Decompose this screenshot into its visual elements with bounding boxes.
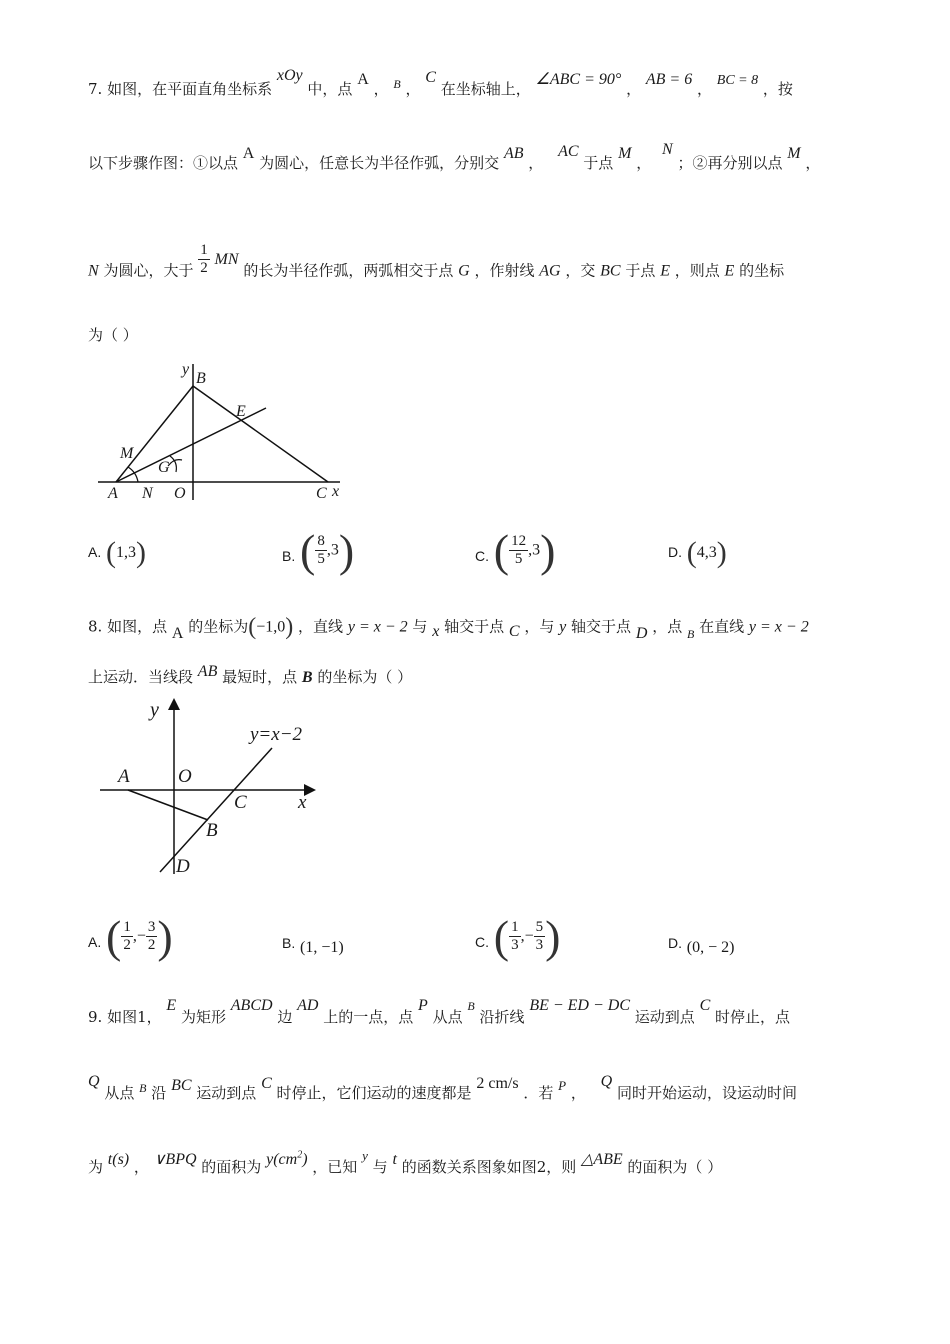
q9-text: 沿折线	[479, 1008, 525, 1026]
q9-text: 9. 如图1，	[88, 1008, 162, 1026]
q9-y-close: )	[302, 1151, 308, 1168]
label-e: E	[236, 403, 246, 420]
q8-y: y	[559, 618, 567, 636]
q8-coord-a: −1,0	[256, 618, 286, 636]
q9-point-q: Q	[600, 1073, 613, 1090]
label-o: O	[174, 485, 186, 502]
option-value: ,3	[326, 541, 339, 559]
arc-g-1	[170, 456, 176, 472]
label-y: y	[182, 361, 190, 378]
option-label: D.	[668, 544, 682, 560]
line-y-x-2	[160, 748, 272, 872]
q7-text: 在坐标轴上，	[440, 80, 531, 98]
q7-text: 为圆心，任意长为半径作弧，分别交	[259, 154, 500, 172]
label-g: G	[158, 459, 170, 476]
q7-frac-den: 2	[200, 260, 208, 276]
frac-num: 5	[535, 919, 544, 935]
q9-text: 同时开始运动，设运动时间	[617, 1084, 798, 1102]
q9-point-b: B	[139, 1081, 147, 1095]
q9-text: 上的一点，点	[323, 1008, 414, 1026]
q8-line-2	[88, 663, 413, 687]
q8-point-a: A	[171, 624, 184, 642]
segment-ab	[116, 386, 193, 482]
q7-text: ，	[805, 154, 821, 172]
q9-text: 从点	[104, 1084, 135, 1102]
paren-open: (	[686, 536, 697, 569]
q9-point-c: C	[261, 1075, 272, 1092]
q7-line-2	[88, 141, 821, 173]
frac-num: 8	[317, 533, 325, 549]
q8-text: 上运动．当线段	[88, 668, 194, 686]
q9-text: 时停止，点	[715, 1008, 791, 1026]
label-x: x	[332, 483, 340, 500]
q8-line-1	[88, 614, 809, 641]
frac-den: 5	[317, 551, 325, 567]
option-sep: ,−	[520, 927, 534, 945]
q8-option-b[interactable]	[282, 934, 344, 956]
paren-close: )	[716, 536, 727, 569]
q9-text: 从点	[432, 1008, 463, 1026]
label-a: A	[108, 485, 118, 502]
option-label: D.	[668, 935, 682, 951]
q7-xoy: xOy	[276, 67, 303, 84]
q7-angle: ∠ABC = 90°	[535, 71, 622, 88]
q8-option-a[interactable]	[88, 910, 173, 963]
q7-bc: BC = 8	[716, 73, 759, 88]
q8-figure	[98, 696, 328, 882]
q7-text: 的长为半径作弧，两弧相交于点	[243, 261, 454, 280]
q7-point-e: E	[660, 262, 670, 280]
q7-text: ，交	[565, 261, 596, 280]
q7-mn: MN	[214, 250, 239, 268]
q9-exponent: 2	[297, 1149, 303, 1161]
q8-option-c[interactable]	[475, 910, 560, 963]
q7-point-m: M	[787, 145, 801, 162]
q8-text: 8. 如图，点	[88, 617, 168, 636]
label-m: M	[120, 445, 134, 462]
option-fraction	[146, 919, 158, 954]
q9-line-3	[88, 1148, 723, 1177]
q8-text: ，点	[652, 617, 683, 636]
q8-text: 在直线	[699, 617, 745, 636]
q9-text: ．若	[523, 1084, 554, 1102]
q7-text: ；②再分别以点	[677, 154, 783, 172]
q9-point-c: C	[699, 997, 711, 1014]
q8-point-b: B	[301, 669, 313, 686]
q8-point-d: D	[635, 624, 648, 642]
option-sep: ,−	[132, 927, 146, 945]
q9-line-2	[88, 1073, 798, 1103]
q7-text: ，则点	[674, 261, 720, 280]
q9-text: 为矩形	[180, 1008, 226, 1026]
q7-option-b[interactable]	[282, 524, 354, 577]
option-fraction	[509, 533, 528, 568]
label-o: O	[178, 766, 192, 787]
q7-line-1	[88, 67, 793, 99]
paren-open: (	[106, 911, 122, 962]
q9-point-e: E	[166, 997, 177, 1014]
q7-text: 的坐标	[739, 261, 785, 280]
option-fraction	[121, 919, 133, 954]
option-label: B.	[282, 935, 296, 951]
label-c: C	[316, 485, 327, 502]
q7-text: ，	[528, 154, 544, 172]
q7-text: ，	[405, 80, 421, 98]
label-n: N	[142, 485, 153, 502]
paren-close: )	[136, 536, 147, 569]
q7-ab: AB = 6	[645, 71, 693, 88]
q8-text: 的坐标为	[188, 617, 249, 636]
option-value: 1,3	[116, 544, 137, 561]
paren-close: )	[157, 911, 173, 962]
paren-close: )	[545, 911, 561, 962]
q7-option-d[interactable]	[668, 536, 727, 570]
q8-point-c: C	[508, 622, 520, 640]
q7-ac: AC	[558, 143, 579, 160]
option-value: ,3	[528, 541, 541, 559]
arc-mn	[128, 467, 138, 482]
q9-t-var: t	[392, 1151, 397, 1168]
frac-den: 2	[123, 937, 131, 953]
option-fraction	[509, 919, 521, 954]
paren-close: )	[540, 525, 556, 576]
option-label: B.	[282, 547, 296, 564]
option-label: A.	[88, 544, 102, 560]
q9-abcd: ABCD	[230, 997, 273, 1014]
q9-y-unit: y(cm	[266, 1151, 298, 1168]
q7-point-e: E	[724, 262, 735, 280]
q9-speed: 2 cm/s	[476, 1075, 519, 1092]
q9-point-b: B	[467, 999, 475, 1013]
paren-close: )	[338, 525, 355, 576]
q9-text: 运动到点	[196, 1084, 257, 1102]
label-y: y	[150, 699, 159, 721]
q7-text: 中，点	[307, 80, 353, 98]
q9-text: 为	[88, 1158, 104, 1176]
q8-text: ，与	[524, 617, 555, 636]
q7-text: 于点	[625, 261, 656, 280]
q7-text: ，	[636, 154, 652, 172]
q8-option-d[interactable]	[668, 934, 735, 956]
q7-text: 于点	[583, 154, 614, 172]
q9-text: ，	[133, 1158, 149, 1176]
segment-ab	[128, 790, 208, 820]
option-value: (0, − 2)	[686, 939, 735, 956]
q9-triangle-bpq: ∨BPQ	[153, 1151, 197, 1168]
option-value: 4,3	[696, 544, 717, 561]
paren-close: )	[285, 614, 294, 640]
q8-text: ，直线	[298, 617, 344, 636]
label-c: C	[234, 792, 247, 813]
q7-text: ，	[626, 80, 642, 98]
label-b: B	[196, 370, 206, 387]
q7-option-a[interactable]	[88, 536, 146, 570]
q7-frac-num: 1	[200, 242, 208, 258]
q7-figure	[98, 358, 368, 506]
q7-text: ，	[373, 80, 389, 98]
q8-point-b: B	[686, 626, 695, 641]
label-b: B	[206, 820, 218, 841]
q9-ad: AD	[297, 997, 319, 1014]
q7-fraction-half	[198, 242, 210, 277]
paren-open: (	[248, 614, 257, 640]
option-label: A.	[88, 933, 102, 950]
q9-text: ，已知	[312, 1158, 358, 1176]
frac-num: 1	[511, 919, 519, 935]
option-value: (1, −1)	[300, 939, 344, 956]
q7-line-4: 为（ ）	[88, 326, 138, 344]
q7-text: 7. 如图，在平面直角坐标系	[88, 80, 273, 98]
q9-text: ，	[570, 1084, 586, 1102]
q9-text: 时停止，它们运动的速度都是	[276, 1084, 472, 1102]
q9-text: 的面积为（ ）	[627, 1158, 723, 1176]
label-equation: y=x−2	[250, 724, 303, 745]
q9-point-p: P	[418, 997, 428, 1014]
frac-den: 2	[147, 937, 156, 953]
q7-text: ，	[697, 80, 713, 98]
q7-bc: BC	[600, 262, 621, 280]
q8-text: 轴交于点	[571, 617, 632, 636]
frac-den: 3	[535, 937, 544, 953]
q9-bc: BC	[171, 1077, 192, 1094]
paren-open: (	[493, 525, 510, 576]
paren-open: (	[493, 911, 510, 962]
q8-ab: AB	[197, 663, 218, 680]
frac-num: 1	[123, 919, 131, 935]
q9-text: 沿	[151, 1084, 167, 1102]
q7-line-3	[88, 242, 785, 289]
q9-point-q: Q	[88, 1073, 100, 1090]
q9-point-p: P	[558, 1078, 567, 1093]
q8-equation: y = x − 2	[748, 618, 809, 636]
label-x: x	[298, 792, 307, 813]
q8-equation: y = x − 2	[347, 618, 408, 636]
q7-option-c[interactable]	[475, 524, 555, 577]
q9-y-area	[266, 1151, 307, 1168]
q7-text: 以下步骤作图：①以点	[88, 154, 239, 172]
q8-x: x	[432, 622, 440, 640]
q9-line-1	[88, 997, 791, 1027]
q8-text: 与	[412, 617, 428, 636]
q9-text: 边	[277, 1008, 293, 1026]
q9-path: BE − ED − DC	[529, 997, 631, 1014]
q8-text: 的坐标为（ ）	[317, 668, 413, 686]
paren-open: (	[300, 525, 316, 576]
q7-text: ，按	[762, 80, 793, 98]
q9-text: 运动到点	[634, 1008, 695, 1026]
q7-point-c: C	[425, 69, 436, 86]
q7-text: ，作射线	[474, 261, 535, 280]
q9-t: t(s)	[107, 1151, 130, 1168]
option-fraction	[534, 919, 546, 954]
label-a: A	[118, 766, 130, 787]
q9-text: 的面积为	[201, 1158, 262, 1176]
q7-text: 为圆心，大于	[103, 261, 194, 280]
q7-point-g: G	[458, 262, 470, 280]
frac-num: 3	[147, 919, 156, 935]
option-fraction	[315, 533, 327, 568]
q9-text: 的函数关系图象如图2，则	[401, 1158, 577, 1176]
q7-point-a: A	[242, 145, 255, 162]
frac-num: 12	[511, 533, 527, 549]
paren-open: (	[106, 536, 117, 569]
q9-text: 与	[372, 1158, 388, 1176]
q9-triangle-abe: △ABE	[581, 1151, 623, 1168]
option-label: C.	[475, 933, 489, 950]
q9-y-var: y	[362, 1148, 368, 1163]
q8-text: 最短时，点	[222, 668, 298, 686]
q7-ab: AB	[503, 145, 524, 162]
q7-point-m: M	[618, 145, 632, 162]
frac-den: 3	[511, 937, 519, 953]
q7-point-a: A	[357, 71, 369, 88]
q7-point-b: B	[393, 77, 401, 91]
label-d: D	[176, 856, 190, 877]
q7-ag: AG	[539, 262, 561, 280]
option-label: C.	[475, 547, 489, 564]
q8-text: 轴交于点	[444, 617, 505, 636]
q7-point-n: N	[88, 262, 99, 280]
frac-den: 5	[514, 551, 523, 567]
q7-point-n: N	[662, 141, 673, 158]
